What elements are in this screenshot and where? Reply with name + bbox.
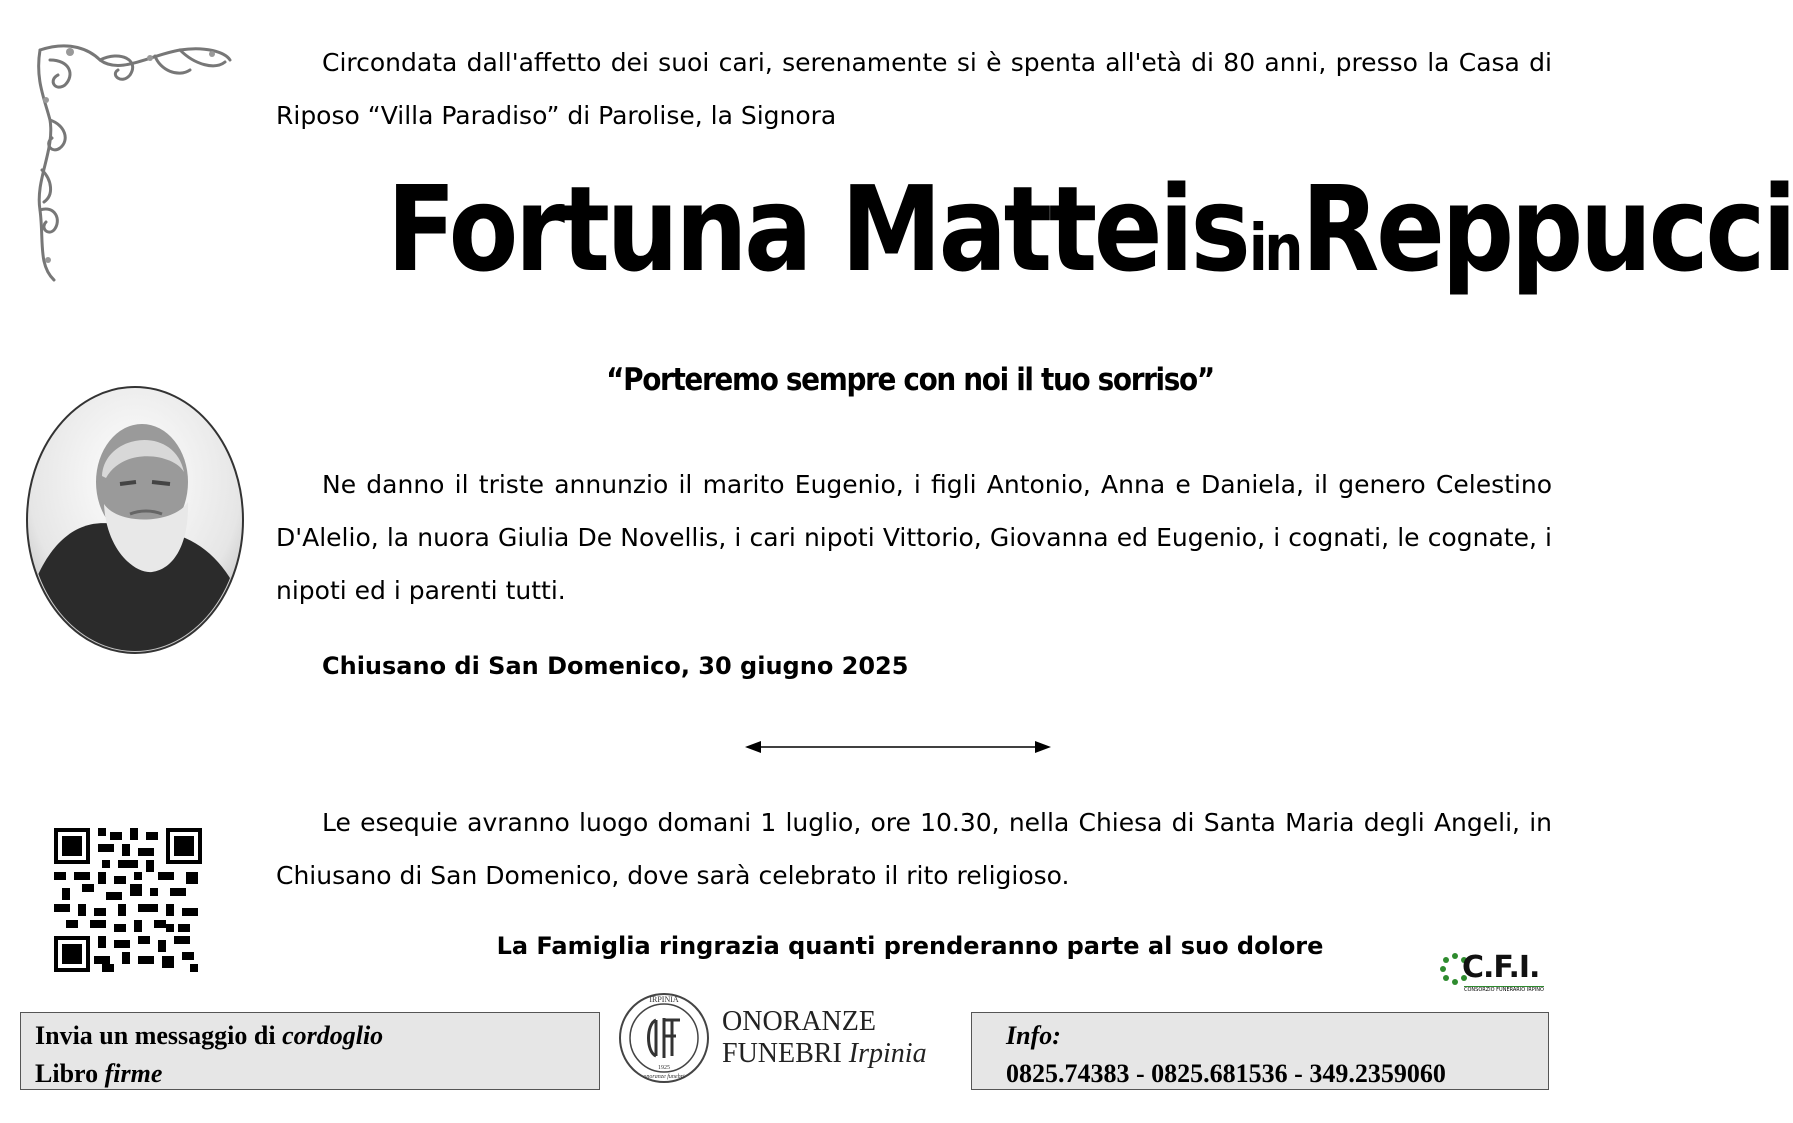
condolences-box[interactable] — [20, 1012, 600, 1090]
agency-logo-year: 1925 — [658, 1065, 670, 1071]
double-arrow-icon — [745, 738, 1051, 756]
agency-logo-icon — [616, 990, 712, 1086]
intro-paragraph: Circondata dall'affetto dei suoi cari, serenamente si è spenta all'età di 80 anni, presso la Casa di Riposo “Villa Paradiso” di Parolise, la Signora — [276, 48, 1552, 130]
deceased-name — [386, 160, 1793, 298]
deceased-name-main: Fortuna Matteis — [386, 160, 1248, 298]
agency-logo-top: IRPINIA — [649, 995, 679, 1004]
guestbook-label: Libro — [35, 1059, 105, 1088]
deceased-name-married: Reppucci — [1301, 160, 1793, 298]
place-date: Chiusano di San Domenico, 30 giugno 2025 — [322, 652, 909, 680]
agency-name-irpinia: Irpinia — [848, 1038, 927, 1069]
condolence-message-link[interactable] — [35, 1017, 585, 1055]
saint-portrait — [24, 384, 246, 656]
info-phones[interactable]: 0825.74383 - 0825.681536 - 349.2359060 — [1006, 1059, 1446, 1088]
deceased-name-connector: in — [1248, 212, 1301, 286]
qr-code-icon[interactable] — [54, 828, 202, 972]
agency-name-funebri: FUNEBRI — [722, 1038, 849, 1069]
family-thanks: La Famiglia ringrazia quanti prenderanno parte al suo dolore — [496, 932, 1324, 960]
guestbook-link[interactable] — [35, 1055, 585, 1093]
agency-name-line2 — [722, 1038, 927, 1070]
corner-flourish-icon — [30, 30, 240, 290]
cfi-logo-text: C.F.I. — [1462, 950, 1540, 985]
info-box — [971, 1012, 1549, 1090]
condolence-message-label-italic: cordoglio — [282, 1021, 384, 1050]
quote: “Porteremo sempre con noi il tuo sorriso” — [606, 362, 1214, 398]
agency-name — [722, 1006, 927, 1070]
condolence-message-label: Invia un messaggio di — [35, 1021, 283, 1050]
guestbook-label-italic: firme — [104, 1059, 163, 1088]
cfi-logo-subtext: CONSORZIO FUNERARIO IRPINO — [1464, 987, 1544, 993]
cfi-logo — [1440, 950, 1544, 998]
announcement-paragraph: Ne danno il triste annunzio il marito Eugenio, i figli Antonio, Anna e Daniela, il genero Celestino D'Alelio, la nuora Giulia De Novellis, i cari nipoti Vittorio, Giovanna ed Eugenio, i cognati, le cognate, i nipoti ed i parenti tutti. — [276, 470, 1552, 605]
agency-logo-bottom: onoranze funebri — [643, 1074, 685, 1080]
agency-name-line1: ONORANZE — [722, 1006, 876, 1037]
funeral-paragraph: Le esequie avranno luogo domani 1 luglio, ore 10.30, nella Chiesa di Santa Maria degli Angeli, in Chiusano di San Domenico, dove sarà celebrato il rito religioso. — [276, 808, 1552, 890]
info-label: Info: — [1006, 1021, 1061, 1050]
